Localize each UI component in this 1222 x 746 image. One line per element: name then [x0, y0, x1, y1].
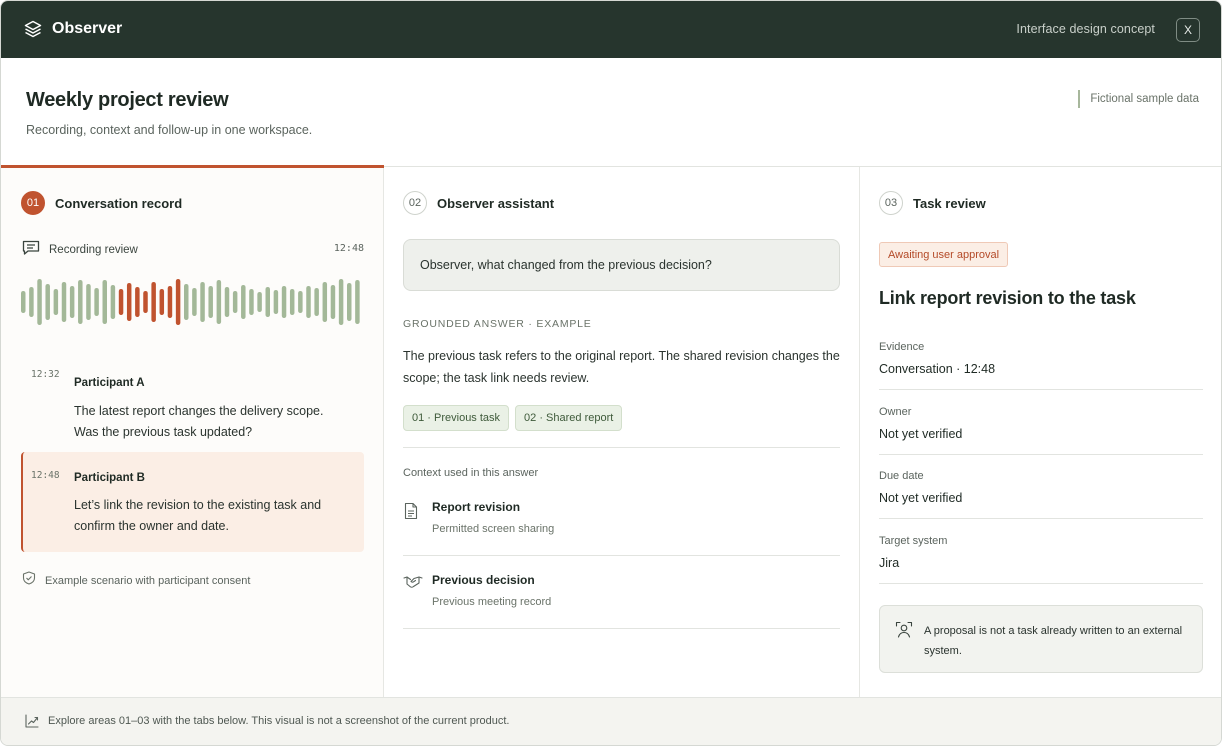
waveform-bar	[127, 283, 132, 321]
waveform-bar	[70, 286, 75, 318]
user-focus-icon	[895, 621, 913, 644]
trend-chart-icon	[25, 714, 39, 733]
divider	[879, 518, 1203, 519]
waveform-bar	[257, 292, 262, 312]
divider	[403, 555, 840, 556]
waveform-bar	[135, 287, 140, 317]
shield-check-icon	[22, 571, 36, 590]
waveform-bar	[323, 282, 328, 322]
context-item-title: Report revision	[432, 500, 521, 514]
field-label: Due date	[879, 470, 924, 482]
step-badge: 02	[403, 191, 427, 215]
conversation-panel-header	[21, 191, 182, 215]
consent-text: Example scenario with participant consent	[45, 574, 251, 587]
concept-label: Interface design concept	[1016, 22, 1155, 36]
message-speaker: Participant A	[74, 377, 145, 389]
context-item-subtitle: Previous meeting record	[432, 596, 552, 608]
waveform-bar	[160, 289, 165, 315]
message-icon	[22, 240, 40, 261]
recording-label: Recording review	[49, 244, 138, 256]
waveform-bar	[78, 280, 83, 324]
waveform-bar	[62, 282, 67, 322]
page-subtitle: Recording, context and follow-up in one workspace.	[26, 123, 313, 137]
waveform-bar	[290, 289, 295, 315]
waveform-bar	[306, 286, 311, 318]
app-name: Observer	[52, 20, 123, 37]
page-header	[1, 58, 1222, 167]
step-badge: 03	[879, 191, 903, 215]
close-button[interactable]: X	[1176, 18, 1200, 42]
waveform-bar	[225, 287, 230, 317]
context-label: Context used in this answer	[403, 467, 539, 479]
panel-title: Task review	[913, 195, 986, 211]
panel-title: Conversation record	[55, 195, 183, 211]
task-panel-header	[879, 191, 986, 215]
divider	[879, 389, 1203, 390]
waveform-bar	[208, 286, 213, 318]
context-item-subtitle: Permitted screen sharing	[432, 523, 555, 535]
waveform-bar	[339, 279, 344, 325]
waveform-bar	[119, 289, 124, 315]
field-value: Jira	[879, 556, 900, 570]
message-speaker: Participant B	[74, 472, 145, 484]
step-badge: 01	[21, 191, 45, 215]
answer-tag: GROUNDED ANSWER · EXAMPLE	[403, 318, 592, 330]
waveform-bar	[298, 291, 303, 313]
waveform-bar	[274, 290, 279, 314]
waveform-bar	[241, 285, 246, 319]
source-chip[interactable]: 01 · Previous task	[403, 405, 509, 431]
source-chip[interactable]: 02 · Shared report	[515, 405, 622, 431]
recording-time: 12:48	[333, 243, 364, 254]
waveform-bar	[176, 279, 181, 325]
waveform-bar	[103, 280, 108, 324]
waveform-bar	[200, 282, 205, 322]
footer	[1, 697, 1222, 746]
divider	[403, 628, 840, 629]
user-question-bubble: Observer, what changed from the previous decision?	[403, 239, 840, 291]
answer-text: The previous task refers to the original report. The shared revision changes the scope; the task link needs review.	[403, 349, 840, 385]
transcript-message-highlighted[interactable]	[21, 452, 364, 552]
layers-icon	[23, 19, 43, 39]
waveform-bar	[331, 285, 336, 319]
waveform-bar	[249, 289, 254, 315]
waveform-bar	[37, 279, 42, 325]
waveform-bar	[314, 288, 319, 316]
brand	[23, 19, 122, 39]
waveform-bar	[45, 284, 50, 320]
task-title: Link report revision to the task	[879, 288, 1136, 308]
source-chips	[403, 405, 628, 431]
field-label: Owner	[879, 406, 912, 418]
divider	[879, 454, 1203, 455]
page-title: Weekly project review	[26, 89, 229, 111]
waveform-bar	[168, 286, 173, 318]
waveform-bar	[347, 283, 352, 321]
waveform-bar	[192, 288, 197, 316]
field-value: Not yet verified	[879, 491, 963, 505]
field-value: Not yet verified	[879, 427, 963, 441]
transcript-message[interactable]	[21, 363, 364, 449]
waveform-bar	[94, 288, 99, 316]
waveform-bar	[355, 280, 360, 324]
active-panel-indicator	[1, 165, 384, 168]
waveform-bar	[111, 285, 116, 319]
handshake-icon	[403, 575, 423, 594]
divider	[403, 447, 840, 448]
waveform-bar	[184, 284, 189, 320]
waveform-bar	[266, 287, 271, 317]
panel-title: Observer assistant	[437, 195, 555, 211]
status-badge: Awaiting user approval	[879, 242, 1008, 267]
proposal-note	[879, 605, 1203, 673]
field-value: Conversation · 12:48	[879, 362, 996, 376]
message-time: 12:32	[31, 369, 60, 380]
waveform-bar	[151, 282, 156, 322]
audio-waveform[interactable]	[21, 277, 365, 327]
sample-data-tag: Fictional sample data	[1078, 90, 1199, 108]
waveform-bar	[29, 287, 34, 317]
message-text: Let’s link the revision to the existing task and confirm the owner and date.	[74, 498, 322, 533]
assistant-panel[interactable]	[384, 167, 860, 697]
message-text: The latest report changes the delivery scope. Was the previous task updated?	[74, 404, 324, 439]
waveform-bar	[217, 280, 222, 324]
waveform-bar	[54, 289, 59, 315]
field-label: Target system	[879, 535, 948, 547]
assistant-panel-header	[403, 191, 554, 215]
waveform-bar	[21, 291, 26, 313]
conversation-panel[interactable]	[1, 167, 384, 697]
recording-review[interactable]	[22, 241, 364, 259]
consent-note	[22, 571, 250, 590]
task-panel[interactable]	[860, 167, 1222, 697]
proposal-note-text: A proposal is not a task already written to an external system.	[924, 625, 1183, 657]
document-icon	[403, 502, 419, 525]
top-bar	[1, 1, 1222, 58]
footer-text: Explore areas 01–03 with the tabs below. This visual is not a screenshot of the current product.	[48, 715, 510, 727]
divider	[879, 583, 1203, 584]
message-time: 12:48	[31, 470, 60, 481]
field-label: Evidence	[879, 341, 925, 353]
waveform-bar	[86, 284, 91, 320]
waveform-bar	[282, 286, 287, 318]
context-item-title: Previous decision	[432, 573, 535, 587]
waveform-bar	[143, 291, 148, 313]
waveform-bar	[233, 291, 238, 313]
